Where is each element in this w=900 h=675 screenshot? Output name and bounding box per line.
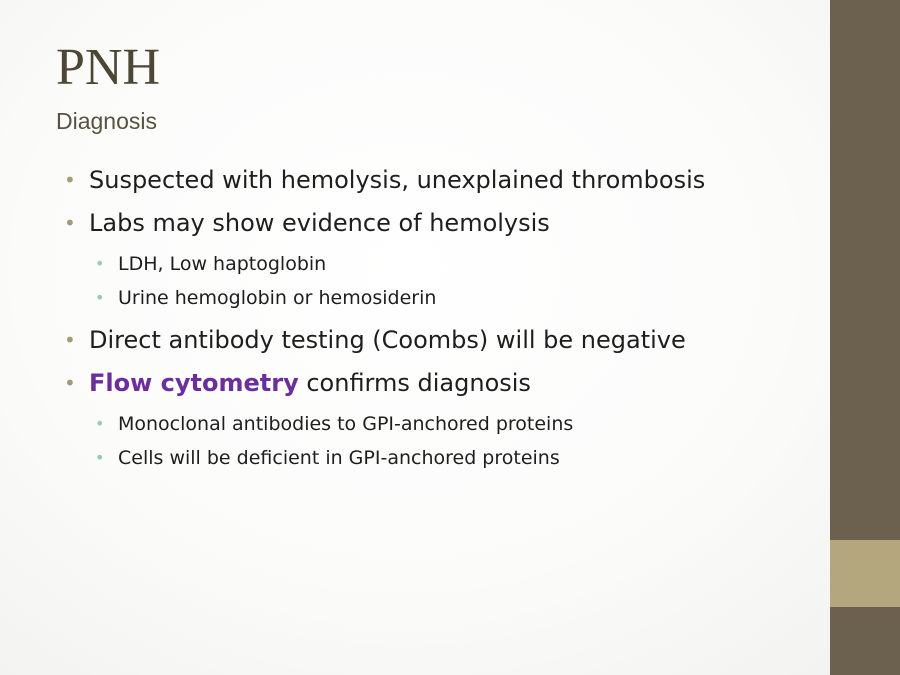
bullet-icon: • <box>64 328 76 352</box>
slide-subtitle: Diagnosis <box>56 108 157 134</box>
bullet-text: confirms diagnosis <box>298 369 531 397</box>
sub-bullet-item <box>64 411 804 437</box>
bullet-icon: • <box>64 371 76 395</box>
sub-bullet-icon: • <box>95 288 105 307</box>
sub-bullet-text: LDH, Low haptoglobin <box>118 253 327 275</box>
highlighted-term: Flow cytometry <box>89 369 299 397</box>
bullet-text: Direct antibody testing (Coombs) will be negative <box>89 326 686 354</box>
bullet-text: Suspected with hemolysis, unexplained thrombosis <box>89 166 706 194</box>
bullet-item <box>64 208 804 238</box>
sub-bullet-icon: • <box>95 448 105 467</box>
bullet-item <box>64 325 804 355</box>
sub-bullet-text: Urine hemoglobin or hemosiderin <box>118 287 437 309</box>
sub-bullet-item <box>64 251 804 277</box>
slide-title: PNH <box>56 39 161 96</box>
bullet-icon: • <box>64 211 76 235</box>
bullet-item <box>64 368 804 398</box>
sidebar-accent-block <box>830 540 900 607</box>
sub-bullet-icon: • <box>95 254 105 273</box>
bullet-text: Labs may show evidence of hemolysis <box>89 209 550 237</box>
bullet-icon: • <box>64 168 76 192</box>
sub-bullet-item <box>64 285 804 311</box>
bullet-item <box>64 165 804 195</box>
bullet-list <box>64 165 804 479</box>
sub-bullet-item <box>64 445 804 471</box>
sub-bullet-text: Monoclonal antibodies to GPI-anchored proteins <box>118 413 574 435</box>
sub-bullet-text: Cells will be deficient in GPI-anchored proteins <box>118 447 560 469</box>
sub-bullet-icon: • <box>95 414 105 433</box>
